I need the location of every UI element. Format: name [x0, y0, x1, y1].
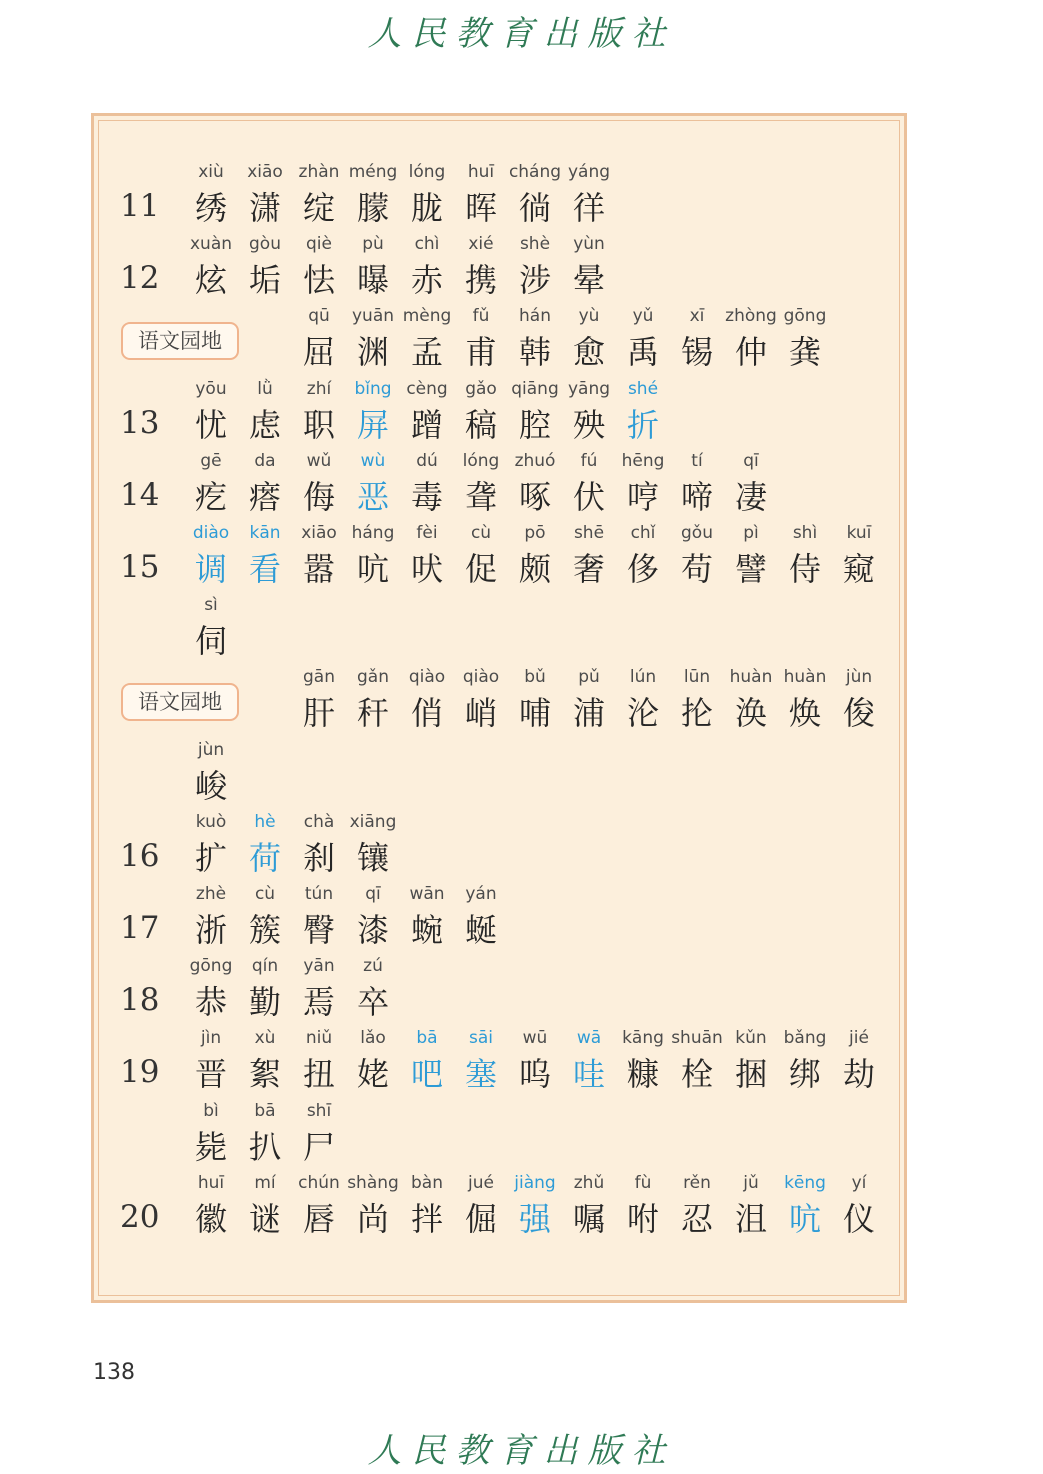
pinyin: rěn [683, 1172, 711, 1193]
pinyin: xuàn [189, 234, 233, 255]
pinyin: qī [365, 884, 381, 904]
hanzi: 臀 [302, 911, 335, 949]
pinyin: cháng [508, 162, 562, 182]
hanzi: 漆 [356, 911, 389, 949]
hanzi: 晕 [572, 261, 605, 300]
hanzi: 韩 [518, 333, 551, 372]
pinyin: pō [524, 523, 546, 543]
hanzi: 尸 [302, 1127, 335, 1166]
pinyin: xiāng [349, 811, 397, 832]
hanzi: 蜿 [410, 911, 443, 949]
hanzi: 啄 [518, 477, 551, 516]
hanzi: 愈 [572, 333, 605, 372]
pinyin: zhuó [514, 450, 556, 471]
vocab-row [94, 810, 904, 884]
pinyin: hēng [621, 450, 665, 471]
hanzi: 譬 [734, 550, 767, 588]
hanzi: 焉 [302, 983, 335, 1022]
hanzi: 侮 [302, 477, 335, 516]
hanzi: 絮 [248, 1055, 281, 1094]
pinyin: mí [254, 1172, 276, 1193]
hanzi: 啼 [680, 477, 713, 516]
character [554, 160, 624, 230]
pinyin: qū [308, 306, 330, 327]
pinyin: niǔ [305, 1028, 333, 1049]
pinyin: yán [465, 884, 497, 904]
publisher-watermark-top: 人民教育出版社 [367, 14, 676, 54]
hanzi: 曝 [356, 261, 389, 300]
hanzi: 垢 [248, 261, 281, 300]
hanzi: 伺 [194, 622, 227, 661]
vocab-row [94, 449, 904, 523]
pinyin: shé [627, 378, 659, 399]
lesson-number: 19 [120, 1054, 160, 1091]
character [824, 521, 894, 591]
hanzi: 栓 [680, 1055, 713, 1094]
hanzi: 劫 [842, 1055, 875, 1094]
pinyin: wā [576, 1028, 602, 1049]
pinyin: zhè [195, 884, 227, 904]
pinyin: wù [360, 450, 386, 471]
hanzi: 俏 [410, 694, 443, 733]
pinyin: lūn [683, 667, 711, 688]
pinyin: yù [578, 306, 600, 327]
pinyin: shì [792, 523, 818, 543]
hanzi: 渊 [356, 333, 389, 372]
pinyin: lǜ [257, 378, 273, 399]
pinyin: zhǔ [573, 1172, 605, 1193]
character [770, 304, 840, 374]
pinyin: yāng [567, 378, 611, 399]
hanzi: 焕 [788, 694, 821, 733]
hanzi: 炫 [194, 261, 227, 300]
hanzi: 塞 [464, 1055, 497, 1094]
pinyin: jiàng [514, 1172, 556, 1193]
pinyin: gōng [189, 956, 233, 977]
hanzi: 疙 [194, 477, 227, 516]
pinyin: xiù [198, 162, 224, 182]
vocab-row [94, 160, 904, 234]
pinyin: méng [348, 162, 398, 182]
hanzi: 徜 [518, 189, 551, 227]
hanzi: 赤 [410, 261, 443, 300]
pinyin: chà [303, 811, 335, 832]
lesson-number: 12 [120, 260, 160, 297]
hanzi: 咐 [626, 1199, 659, 1238]
pinyin: qiào [408, 667, 446, 688]
pinyin: háng [351, 523, 395, 543]
pinyin: bì [203, 1100, 219, 1121]
hanzi: 虑 [248, 405, 281, 444]
hanzi: 绑 [788, 1055, 821, 1094]
hanzi: 吭 [788, 1199, 821, 1238]
pinyin: sāi [469, 1028, 493, 1049]
pinyin: qiào [462, 667, 500, 688]
character [176, 593, 246, 663]
hanzi: 呜 [518, 1055, 551, 1094]
pinyin: bǐng [354, 378, 392, 399]
hanzi: 稿 [464, 405, 497, 444]
hanzi: 聋 [464, 477, 497, 516]
pinyin: wǔ [306, 450, 332, 471]
pinyin: hán [519, 306, 551, 327]
pinyin: jué [468, 1172, 494, 1193]
pinyin: jùn [845, 667, 873, 688]
hanzi: 折 [626, 405, 659, 444]
lesson-number: 18 [120, 982, 160, 1019]
pinyin: lóng [408, 162, 446, 182]
hanzi: 沦 [626, 694, 659, 733]
pinyin: qín [251, 956, 279, 977]
character [338, 954, 408, 1024]
pinyin: shī [306, 1100, 332, 1121]
pinyin: tún [304, 884, 334, 904]
pinyin: jǔ [743, 1172, 759, 1193]
character [284, 1099, 354, 1169]
hanzi: 屏 [356, 405, 389, 444]
vocab-row [94, 521, 904, 595]
character [716, 449, 786, 519]
hanzi: 晋 [194, 1055, 227, 1094]
pinyin: fǔ [472, 306, 490, 327]
hanzi: 卒 [356, 983, 389, 1022]
character [824, 1026, 894, 1096]
hanzi: 峭 [464, 694, 497, 733]
yuwen-yuandi-badge: 语文园地 [121, 683, 239, 721]
pinyin: gǎo [465, 378, 497, 399]
pinyin: yáng [567, 162, 611, 182]
hanzi: 扩 [194, 838, 227, 877]
pinyin: zú [363, 956, 383, 977]
pinyin: shē [573, 523, 605, 543]
polyphonic-character [608, 377, 678, 447]
hanzi: 颇 [518, 550, 551, 588]
pinyin: xiāo [301, 523, 337, 543]
pinyin: cù [470, 523, 492, 543]
hanzi: 腔 [518, 405, 551, 444]
hanzi: 哼 [626, 477, 659, 516]
hanzi: 毙 [194, 1127, 227, 1166]
pinyin: sì [204, 595, 218, 616]
vocab-row [94, 377, 904, 451]
vocab-row [94, 1026, 904, 1100]
pinyin: shuān [671, 1028, 723, 1049]
vocab-row [94, 665, 904, 739]
hanzi: 捆 [734, 1055, 767, 1094]
pinyin: bǔ [524, 667, 546, 688]
hanzi: 毒 [410, 477, 443, 516]
pinyin: xié [468, 234, 494, 255]
pinyin: xù [254, 1028, 276, 1049]
pinyin: dú [416, 450, 438, 471]
pinyin: xiāo [247, 162, 283, 182]
hanzi: 嚣 [302, 550, 335, 588]
hanzi: 忍 [680, 1199, 713, 1238]
pinyin: diào [192, 523, 230, 543]
pinyin: cèng [406, 378, 448, 399]
pinyin: mèng [402, 306, 452, 327]
pinyin: shè [519, 234, 551, 255]
publisher-watermark-bottom: 人民教育出版社 [367, 1431, 676, 1471]
pinyin: pǔ [578, 667, 600, 688]
pinyin: zhí [306, 378, 332, 399]
hanzi: 浙 [194, 911, 227, 949]
lesson-number: 11 [120, 188, 160, 224]
hanzi: 携 [464, 261, 497, 300]
hanzi: 侍 [788, 550, 821, 588]
hanzi: 殃 [572, 405, 605, 444]
pinyin: yān [303, 956, 335, 977]
hanzi: 伏 [572, 477, 605, 516]
vocab-row [94, 304, 904, 378]
hanzi: 秆 [356, 694, 389, 733]
vocab-row [94, 882, 904, 956]
hanzi: 职 [302, 405, 335, 444]
pinyin: jìn [200, 1028, 222, 1049]
pinyin: shàng [347, 1172, 399, 1193]
character [824, 1171, 894, 1241]
hanzi: 抡 [680, 694, 713, 733]
pinyin: chì [414, 234, 440, 255]
hanzi: 糠 [626, 1055, 659, 1094]
pinyin: wū [522, 1028, 548, 1049]
hanzi: 绽 [302, 189, 335, 227]
pinyin: bā [254, 1100, 276, 1121]
hanzi: 哇 [572, 1055, 605, 1094]
pinyin: kuī [846, 523, 872, 543]
pinyin: da [254, 450, 276, 471]
hanzi: 龚 [788, 333, 821, 372]
hanzi: 簇 [248, 911, 281, 949]
hanzi: 吠 [410, 550, 443, 588]
vocab-row [94, 954, 904, 1028]
pinyin: fù [634, 1172, 652, 1193]
hanzi: 甫 [464, 333, 497, 372]
hanzi: 仪 [842, 1199, 875, 1238]
hanzi: 瘩 [248, 477, 281, 516]
lesson-number: 16 [120, 837, 160, 874]
hanzi: 孟 [410, 333, 443, 372]
lesson-number: 17 [120, 910, 160, 946]
hanzi: 仲 [734, 333, 767, 372]
hanzi: 姥 [356, 1055, 389, 1094]
hanzi: 怯 [302, 261, 335, 300]
pinyin: huī [197, 1172, 225, 1193]
pinyin: cù [254, 884, 276, 904]
pinyin: zhòng [725, 306, 777, 327]
pinyin: bā [416, 1028, 438, 1049]
hanzi: 蜒 [464, 911, 497, 949]
pinyin: gān [303, 667, 335, 688]
pinyin: chún [298, 1172, 340, 1193]
pinyin: bàn [411, 1172, 443, 1193]
pinyin: fèi [416, 523, 438, 543]
hanzi: 绣 [194, 189, 227, 227]
pinyin: huī [467, 162, 495, 182]
hanzi: 俊 [842, 694, 875, 733]
pinyin: kān [249, 523, 281, 543]
hanzi: 调 [194, 550, 227, 588]
hanzi: 倔 [464, 1199, 497, 1238]
pinyin: huàn [783, 667, 827, 688]
hanzi: 扭 [302, 1055, 335, 1094]
hanzi: 晖 [464, 189, 497, 227]
hanzi: 窥 [842, 550, 875, 588]
character [176, 738, 246, 808]
hanzi: 荷 [248, 838, 281, 877]
pinyin: yí [851, 1172, 867, 1193]
hanzi: 涣 [734, 694, 767, 733]
hanzi: 奢 [572, 550, 605, 588]
hanzi: 尚 [356, 1199, 389, 1238]
hanzi: 徉 [572, 189, 605, 227]
pinyin: kāng [622, 1028, 664, 1049]
hanzi: 勤 [248, 983, 281, 1022]
pinyin: qiāng [511, 378, 559, 399]
character [824, 665, 894, 735]
page-number: 138 [93, 1360, 135, 1385]
pinyin: kǔn [735, 1028, 767, 1049]
pinyin: lóng [462, 450, 500, 471]
pinyin: huàn [729, 667, 773, 688]
pinyin: jùn [197, 739, 225, 760]
hanzi: 峻 [194, 766, 227, 805]
hanzi: 凄 [734, 477, 767, 516]
pinyin: tí [691, 450, 703, 471]
hanzi: 恭 [194, 983, 227, 1022]
hanzi: 唇 [302, 1199, 335, 1238]
hanzi: 吭 [356, 550, 389, 588]
hanzi: 潇 [248, 189, 281, 227]
hanzi: 屈 [302, 333, 335, 372]
hanzi: 嘱 [572, 1199, 605, 1238]
vocab-row [94, 593, 904, 667]
pinyin: bǎng [783, 1028, 827, 1049]
character [554, 232, 624, 302]
pinyin: kuò [195, 811, 227, 832]
pinyin: lún [629, 667, 657, 688]
hanzi: 看 [248, 550, 281, 588]
pinyin: pù [362, 234, 384, 255]
pinyin: wān [409, 884, 445, 904]
pinyin: hè [254, 811, 276, 832]
hanzi: 吧 [410, 1055, 443, 1094]
hanzi: 谜 [248, 1199, 281, 1238]
lesson-number: 15 [120, 549, 160, 585]
hanzi: 侈 [626, 550, 659, 588]
pinyin: zhàn [298, 162, 340, 182]
hanzi: 哺 [518, 694, 551, 733]
hanzi: 涉 [518, 261, 551, 300]
vocab-row [94, 1171, 904, 1245]
pinyin: yǔ [632, 306, 654, 327]
hanzi: 促 [464, 550, 497, 588]
hanzi: 镶 [356, 838, 389, 877]
pinyin: lǎo [360, 1028, 386, 1049]
hanzi: 扒 [248, 1127, 281, 1166]
character [446, 882, 516, 952]
hanzi: 刹 [302, 838, 335, 877]
pinyin: jié [849, 1028, 869, 1049]
hanzi: 沮 [734, 1199, 767, 1238]
hanzi: 肝 [302, 694, 335, 733]
pinyin: kēng [784, 1172, 826, 1193]
hanzi: 忧 [194, 405, 227, 444]
hanzi: 苟 [680, 550, 713, 588]
character [338, 810, 408, 880]
hanzi: 锡 [680, 333, 713, 372]
hanzi: 朦 [356, 189, 389, 227]
hanzi: 胧 [410, 189, 443, 227]
hanzi: 恶 [356, 477, 389, 516]
lesson-number: 14 [120, 476, 160, 513]
pinyin: chǐ [630, 523, 656, 543]
pinyin: yùn [573, 234, 605, 255]
hanzi: 蹭 [410, 405, 443, 444]
pinyin: qiè [306, 234, 332, 255]
pinyin: gòu [249, 234, 281, 255]
hanzi: 禹 [626, 333, 659, 372]
hanzi: 徽 [194, 1199, 227, 1238]
vocabulary-panel [91, 113, 907, 1303]
pinyin: fú [580, 450, 598, 471]
vocab-row [94, 232, 904, 306]
yuwen-yuandi-badge: 语文园地 [121, 322, 239, 360]
pinyin: gōng [783, 306, 827, 327]
hanzi: 拌 [410, 1199, 443, 1238]
pinyin: gǎn [357, 667, 389, 688]
pinyin: yōu [195, 378, 227, 399]
vocab-row [94, 738, 904, 812]
pinyin: pì [743, 523, 759, 543]
lesson-number: 13 [120, 404, 160, 441]
pinyin: qī [743, 450, 759, 471]
hanzi: 浦 [572, 694, 605, 733]
hanzi: 强 [518, 1199, 551, 1238]
vocab-row [94, 1099, 904, 1173]
pinyin: xī [689, 306, 705, 327]
pinyin: gē [200, 450, 222, 471]
lesson-number: 20 [120, 1198, 160, 1235]
pinyin: yuān [351, 306, 395, 327]
pinyin: gǒu [681, 523, 713, 543]
